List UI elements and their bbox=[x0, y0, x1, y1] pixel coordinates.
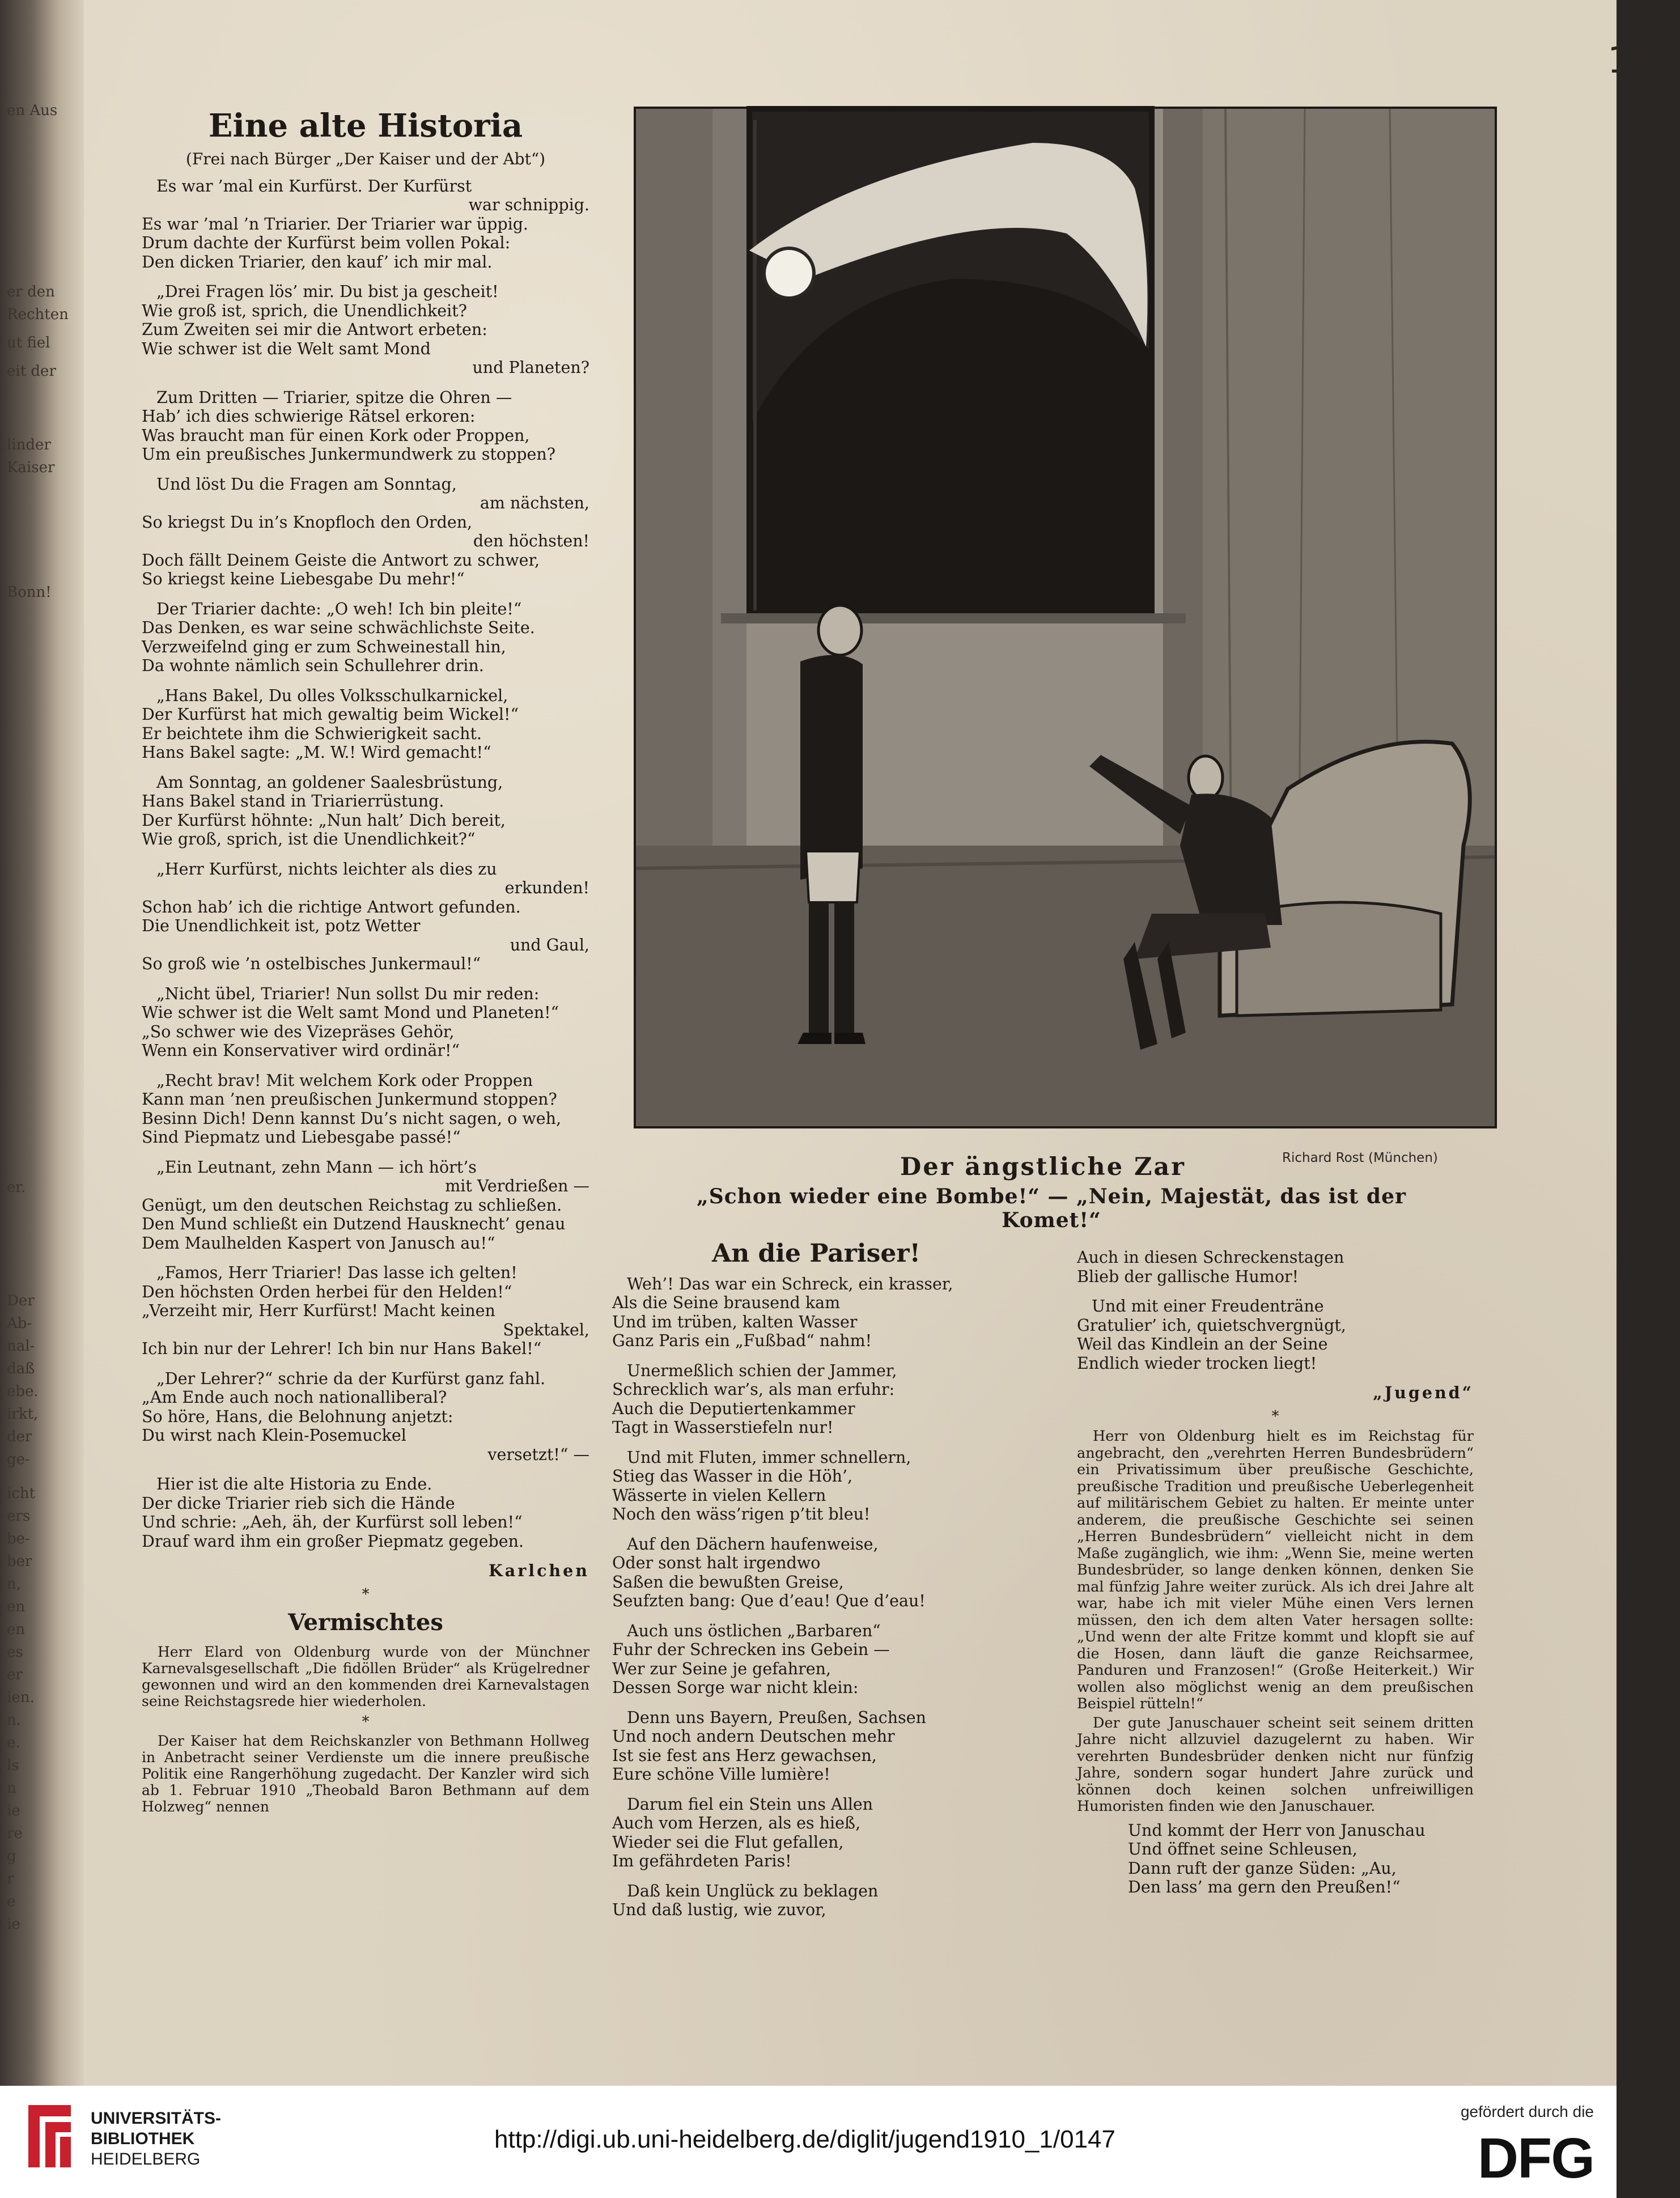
verse-line: So höre, Hans, die Belohnung anjetzt: bbox=[142, 1407, 453, 1426]
prev-page-fragment: Kaiser bbox=[7, 459, 55, 476]
stanza bbox=[612, 1448, 1020, 1524]
verse-line: Und mit Fluten, immer schnellern, bbox=[627, 1448, 911, 1467]
prev-page-fragment: Der bbox=[7, 1292, 35, 1309]
verse-line: Ganz Paris ein „Fußbad“ nahm! bbox=[612, 1331, 872, 1350]
poem-title-pariser: An die Pariser! bbox=[712, 1239, 920, 1268]
prev-page-fragment: es bbox=[7, 1644, 23, 1661]
verse-line: Blieb der gallische Humor! bbox=[1077, 1267, 1299, 1286]
prev-page-fragment: icht bbox=[7, 1485, 36, 1502]
source-url-link[interactable]: http://digi.ub.uni-heidelberg.de/diglit/jugend1910_1/0147 bbox=[494, 2125, 1115, 2153]
verse-line: Es war ’mal ein Kurfürst. Der Kurfürst bbox=[156, 176, 472, 196]
verse-line: Verzweifelnd ging er zum Schweinestall hin, bbox=[142, 637, 506, 656]
verse-line: „Herr Kurfürst, nichts leichter als dies zu bbox=[156, 859, 497, 879]
prev-page-fragment: Bonn! bbox=[7, 584, 52, 601]
prev-page-fragment: r bbox=[7, 1870, 14, 1887]
verse-line: Hier ist die alte Historia zu Ende. bbox=[156, 1475, 432, 1493]
verse-line: Den höchsten Orden herbei für den Helden!“ bbox=[142, 1282, 512, 1301]
verse-line: war schnippig. bbox=[468, 196, 589, 214]
verse-line: Gratulier’ ich, quietschvergnügt, bbox=[1077, 1316, 1346, 1335]
prev-page-fragment: irkt, bbox=[7, 1406, 39, 1423]
verse-line: „Hans Bakel, Du olles Volksschulkarnickel, bbox=[156, 686, 508, 705]
prev-page-fragment: ien. bbox=[7, 1689, 35, 1706]
vermischtes-paragraph: Der Kaiser hat dem Reichskanzler von Bethmann Hollweg in Anbetracht seiner Verdienste um die innere preußische Politik eine Rangerhöhung zugedacht. Der Kanzler wird sich ab 1. Februar 1910 „Theobald Baron Bethmann auf dem Holzweg“ nennen bbox=[142, 1732, 589, 1815]
verse-line: Und schrie: „Aeh, äh, der Kurfürst soll leben!“ bbox=[142, 1513, 523, 1531]
prev-page-fragment: e. bbox=[7, 1734, 20, 1751]
prev-page-fragment: e bbox=[7, 1893, 16, 1910]
prev-page-fragment: ebe. bbox=[7, 1383, 39, 1400]
funding-label: gefördert durch die bbox=[1460, 2103, 1594, 2120]
footer-bar bbox=[0, 2086, 1617, 2198]
prev-page-fragment: er bbox=[7, 1666, 23, 1683]
verse-line: Seufzten bang: Que d’eau! Que d’eau! bbox=[612, 1592, 926, 1610]
stanza bbox=[142, 773, 589, 849]
dfg-logo: DFG bbox=[1477, 2127, 1594, 2190]
prev-page-fragment: er den bbox=[7, 283, 55, 300]
illustration-quote: „Schon wieder eine Bombe!“ — „Nein, Majestät, das ist der Komet!“ bbox=[697, 1185, 1406, 1232]
verse-line: Das Denken, es war seine schwächlichste Seite. bbox=[142, 618, 535, 637]
verse-line: Noch den wäss’rigen p’tit bleu! bbox=[612, 1505, 871, 1524]
prev-page-fragment: ls bbox=[7, 1757, 19, 1774]
verse-line: Weil das Kindlein an der Seine bbox=[1077, 1335, 1328, 1353]
verse-line: Saßen die bewußten Greise, bbox=[612, 1572, 844, 1592]
stanza bbox=[142, 1475, 589, 1551]
separator-star: * bbox=[362, 1585, 370, 1603]
verse-line: Der dicke Triarier rieb sich die Hände bbox=[142, 1493, 455, 1513]
verse-line: Den dicken Triarier, den kauf’ ich mir mal. bbox=[142, 252, 493, 271]
prev-page-fragment: re bbox=[7, 1825, 23, 1842]
verse-line: Ich bin nur der Lehrer! Ich bin nur Hans Bakel!“ bbox=[142, 1339, 542, 1358]
prev-page-fragment: ber bbox=[7, 1553, 32, 1570]
verse-line: Schrecklich war’s, als man erfuhr: bbox=[612, 1380, 895, 1399]
separator-star: * bbox=[362, 1713, 370, 1730]
library-line-1: UNIVERSITÄTS- bbox=[91, 2109, 222, 2128]
article-paragraph: Herr von Oldenburg hielt es im Reichstag für angebracht, den „verehrten Herren Bundesbrüdern“ ein Privatissimum über preußische Geschichte, preußische Tradition und preußische Ueberlegenheit auf militärischem Gebiet zu halten. Er meinte unter anderem, die preußische Geschichte sei seinen „Herren Bundesbrüdern“ vielleicht nicht in dem Maße zugänglich, wie ihm: „Wenn Sie, meine werten Bundesbrüder, so lange denken können, denken Sie mal fünfzig Jahre weiter zurück. Als ich drei Jahre alt war, habe ich mit vieler Mühe einen Vers lernen müssen, den ich dem alten Vater hersagen sollte: „Und wenn der alte Fritze kommt und klopft sie auf die Hosen, dann läuft die ganze Reichsarmee, Panduren und Franzosen!“ (Große Heiterkeit.) Wir wollen also möglichst wenig an dem preußischen Beispiel rütteln!“ bbox=[1077, 1428, 1474, 1712]
verse-line: „Der Lehrer?“ schrie da der Kurfürst ganz fahl. bbox=[156, 1369, 546, 1388]
poem-title: Eine alte Historia bbox=[208, 107, 523, 145]
illustration bbox=[634, 107, 1497, 1128]
verse-line: Endlich wieder trocken liegt! bbox=[1077, 1353, 1317, 1373]
vermischtes-paragraph: Herr Elard von Oldenburg wurde von der Münchner Karnevalsgesellschaft „Die fidöllen Brüder“ als Krügelredner gewonnen und wird an den kommenden drei Karnevalstagen seine Reichstagsrede hier wiederholen. bbox=[142, 1643, 589, 1709]
verse-line: So kriegst keine Liebesgabe Du mehr!“ bbox=[142, 570, 465, 588]
verse-line: „Ein Leutnant, zehn Mann — ich hört’s bbox=[156, 1157, 477, 1177]
verse-line: Da wohnte nämlich sein Schullehrer drin. bbox=[142, 656, 484, 675]
stanza bbox=[1077, 1297, 1474, 1373]
verse-line: Und noch andern Deutschen mehr bbox=[612, 1727, 895, 1746]
verse-line: Eure schöne Ville lumière! bbox=[612, 1765, 830, 1784]
verse-line: Auch in diesen Schreckenstagen bbox=[1077, 1248, 1344, 1267]
article-paragraph: Der gute Januschauer scheint seit seinem dritten Jahre nicht allzuviel dazugelernt zu haben. Wir verehrten Bundesbrüder denken nicht nur fünfzig Jahre, sondern sogar hundert Jahre zurück und können doch keinen solchen unfreiwilligen Humoristen finden wie den Januschauer. bbox=[1077, 1714, 1474, 1815]
verse-line: Weh’! Das war ein Schreck, ein krasser, bbox=[627, 1274, 953, 1293]
verse-line: Auf den Dächern haufenweise, bbox=[627, 1534, 879, 1554]
prev-page-fragment: nal- bbox=[7, 1338, 35, 1355]
library-line-2: BIBLIOTHEK bbox=[91, 2129, 195, 2148]
prev-page-fragment: ie bbox=[7, 1802, 20, 1819]
prev-page-fragment: ut fiel bbox=[7, 334, 50, 351]
separator-star: * bbox=[1271, 1407, 1279, 1425]
stanza bbox=[1077, 1248, 1474, 1286]
verse-line: Und mit einer Freudenträne bbox=[1092, 1297, 1324, 1316]
verse-line: Dessen Sorge war nicht klein: bbox=[612, 1678, 859, 1697]
stanza bbox=[142, 600, 589, 676]
verse-line: Oder sonst halt irgendwo bbox=[612, 1554, 821, 1572]
verse-line: Daß kein Unglück zu beklagen bbox=[627, 1881, 879, 1900]
poem-body bbox=[142, 177, 589, 1551]
verse-line: Tagt in Wasserstiefeln nur! bbox=[612, 1418, 834, 1437]
prev-page-fragment: der bbox=[7, 1428, 32, 1445]
verse-line: „So schwer wie des Vizepräses Gehör, bbox=[142, 1022, 455, 1041]
university-library-name bbox=[91, 2108, 221, 2170]
verse-line: Es war ’mal ’n Triarier. Der Triarier war üppig. bbox=[142, 214, 528, 234]
verse-line: Darum fiel ein Stein uns Allen bbox=[627, 1794, 873, 1814]
library-line-3: HEIDELBERG bbox=[91, 2150, 201, 2169]
stanza bbox=[612, 1882, 1020, 1920]
verse-line: Der Triarier dachte: „O weh! Ich bin pleite!“ bbox=[156, 599, 522, 618]
verse-line: am nächsten, bbox=[480, 494, 589, 512]
verse-line: Als die Seine brausend kam bbox=[612, 1293, 841, 1312]
illustration-drawing bbox=[636, 109, 1495, 1126]
verse-line: „Am Ende auch noch nationalliberal? bbox=[142, 1388, 447, 1407]
page-number: 147 bbox=[1607, 40, 1680, 82]
prev-page-fragment: ers bbox=[7, 1508, 31, 1525]
prev-page-fragment: er. bbox=[7, 1179, 26, 1196]
verse-line: Und kommt der Herr von Januschau bbox=[1128, 1821, 1426, 1840]
prev-page-fragment: en Aus bbox=[7, 102, 58, 119]
verse-line: Auch uns östlichen „Barbaren“ bbox=[627, 1621, 881, 1640]
verse-line: Dann ruft der ganze Süden: „Au, bbox=[1128, 1858, 1397, 1878]
verse-line: Die Unendlichkeit ist, potz Wetter bbox=[142, 916, 421, 935]
prev-page-fragment: be- bbox=[7, 1530, 30, 1547]
poem-body-pariser-continued bbox=[1077, 1248, 1474, 1373]
prev-page-fragment: n bbox=[7, 1780, 16, 1797]
verse-line: Und löst Du die Fragen am Sonntag, bbox=[156, 474, 457, 494]
verse-line: Kann man ’nen preußischen Junkermund stoppen? bbox=[142, 1090, 557, 1109]
verse-line: So groß wie ’n ostelbisches Junkermaul!“ bbox=[142, 954, 481, 973]
verse-line: „Verzeiht mir, Herr Kurfürst! Macht keinen bbox=[142, 1301, 495, 1320]
prev-page-fragment: linder bbox=[7, 436, 51, 453]
poem-signature: Karlchen bbox=[488, 1561, 589, 1580]
verse-line: Denn uns Bayern, Preußen, Sachsen bbox=[627, 1708, 926, 1727]
prev-page-fragment: en bbox=[7, 1598, 26, 1615]
verse-line: versetzt!“ — bbox=[487, 1445, 589, 1464]
stanza bbox=[142, 686, 589, 762]
middle-column bbox=[612, 1239, 1020, 1930]
university-library-logo-icon bbox=[17, 2099, 79, 2175]
prev-page-fragment: Ab- bbox=[7, 1315, 32, 1332]
stanza bbox=[142, 388, 589, 464]
prev-page-fragment: n. bbox=[7, 1712, 22, 1729]
stanza bbox=[142, 1158, 589, 1253]
prev-page-fragment: en bbox=[7, 1621, 26, 1638]
verse-line: Hab’ ich dies schwierige Rätsel erkoren: bbox=[142, 407, 476, 426]
poem-body-pariser bbox=[612, 1275, 1020, 1920]
verse-line: Wie groß, sprich, ist die Unendlichkeit?“ bbox=[142, 830, 476, 848]
stanza bbox=[142, 1071, 589, 1147]
verse-line: Fuhr der Schrecken ins Gebein — bbox=[612, 1640, 890, 1659]
prev-page-fragment: Rechten bbox=[7, 306, 69, 323]
verse-line: „Drei Fragen lös’ mir. Du bist ja gescheit! bbox=[156, 282, 499, 301]
verse-line: Spektakel, bbox=[503, 1320, 589, 1339]
verse-line: Der Kurfürst hat mich gewaltig beim Wickel!“ bbox=[142, 705, 519, 724]
verse-line: den höchsten! bbox=[473, 532, 589, 550]
logo-shape bbox=[60, 2137, 71, 2167]
verse-line: Am Sonntag, an goldener Saalesbrüstung, bbox=[156, 773, 503, 792]
vermischtes-body bbox=[142, 1644, 589, 1815]
verse-line: Im gefährdeten Paris! bbox=[612, 1852, 792, 1870]
stanza bbox=[142, 475, 589, 589]
prev-page-fragment: daß bbox=[7, 1360, 35, 1377]
verse-line: Zum Zweiten sei mir die Antwort erbeten: bbox=[142, 320, 487, 339]
verse-line: „Recht brav! Mit welchem Kork oder Proppen bbox=[156, 1071, 533, 1090]
stanza bbox=[142, 1369, 589, 1465]
stanza bbox=[612, 1535, 1020, 1611]
previous-page-strip bbox=[0, 0, 74, 2086]
stanza bbox=[142, 985, 589, 1060]
vermischtes-title: Vermischtes bbox=[288, 1609, 443, 1636]
verse-line: Wieder sei die Flut gefallen, bbox=[612, 1832, 844, 1852]
verse-line: Was braucht man für einen Kork oder Proppen, bbox=[142, 426, 530, 445]
stanza bbox=[612, 1622, 1020, 1698]
stanza bbox=[142, 282, 589, 377]
verse-line: Und im trüben, kalten Wasser bbox=[612, 1312, 858, 1331]
verse-line: Wer zur Seine je gefahren, bbox=[612, 1659, 831, 1678]
stanza bbox=[142, 860, 589, 974]
verse-line: Er beichtete ihm die Schwierigkeit sacht. bbox=[142, 724, 482, 743]
verse-line: Wie schwer ist die Welt samt Mond und Planeten!“ bbox=[142, 1003, 559, 1022]
right-column bbox=[1077, 1248, 1474, 1897]
verse-line: Genügt, um den deutschen Reichstag zu schließen. bbox=[142, 1195, 562, 1215]
verse-line: Hans Bakel stand in Triarierrüstung. bbox=[142, 792, 444, 811]
stanza bbox=[142, 1263, 589, 1359]
verse-line: Wie groß ist, sprich, die Unendlichkeit? bbox=[142, 301, 467, 320]
prev-page-fragment: g bbox=[7, 1848, 16, 1865]
verse-line: Zum Dritten — Triarier, spitze die Ohren — bbox=[156, 388, 512, 407]
verse-line: Wie schwer ist die Welt samt Mond bbox=[142, 339, 431, 358]
verse-line: und Gaul, bbox=[510, 935, 589, 954]
verse-line: Den Mund schließt ein Dutzend Hausknecht’ genau bbox=[142, 1215, 566, 1233]
verse-line: „Famos, Herr Triarier! Das lasse ich gelten! bbox=[156, 1263, 517, 1282]
verse-line: Wenn ein Konservativer wird ordinär!“ bbox=[142, 1041, 460, 1060]
verse-line: Unermeßlich schien der Jammer, bbox=[627, 1361, 897, 1380]
jugend-signature: „Jugend“ bbox=[1373, 1383, 1474, 1402]
verse-line: Du wirst nach Klein-Posemuckel bbox=[142, 1426, 406, 1445]
verse-line: Den lass’ ma gern den Preußen!“ bbox=[1128, 1878, 1401, 1896]
verse-line: Sind Piepmatz und Liebesgabe passé!“ bbox=[142, 1128, 461, 1147]
verse-line: Und daß lustig, wie zuvor, bbox=[612, 1900, 826, 1919]
left-column bbox=[142, 108, 589, 1817]
verse-line: Besinn Dich! Denn kannst Du’s nicht sagen, o weh, bbox=[142, 1109, 562, 1128]
verse-line: mit Verdrießen — bbox=[445, 1177, 589, 1195]
verse-line: Ist sie fest ans Herz gewachsen, bbox=[612, 1746, 877, 1765]
verse-line: Drauf ward ihm ein großer Piepmatz gegeben. bbox=[142, 1531, 524, 1551]
verse-line: Dem Maulhelden Kaspert von Janusch au!“ bbox=[142, 1233, 495, 1253]
verse-line: erkunden! bbox=[504, 879, 589, 897]
verse-line: und Planeten? bbox=[472, 358, 589, 377]
prev-page-fragment: eit der bbox=[7, 363, 56, 380]
verse-line: Drum dachte der Kurfürst beim vollen Pokal: bbox=[142, 234, 511, 252]
stanza bbox=[612, 1708, 1020, 1784]
prev-page-fragment: ie bbox=[7, 1916, 20, 1933]
closing-verse bbox=[1077, 1821, 1474, 1897]
verse-line: Auch vom Herzen, als es hieß, bbox=[612, 1814, 861, 1832]
verse-line: Hans Bakel sagte: „M. W.! Wird gemacht!“ bbox=[142, 743, 491, 762]
illustration-credit: Richard Rost (München) bbox=[1282, 1151, 1438, 1165]
verse-line: Um ein preußisches Junkermundwerk zu stoppen? bbox=[142, 445, 555, 464]
stanza bbox=[612, 1795, 1020, 1871]
stanza bbox=[612, 1361, 1020, 1437]
illustration-title: Der ängstliche Zar bbox=[900, 1153, 1186, 1181]
verse-line: Doch fällt Deinem Geiste die Antwort zu schwer, bbox=[142, 550, 540, 570]
stanza bbox=[142, 177, 589, 272]
verse-line: Der Kurfürst höhnte: „Nun halt’ Dich bereit, bbox=[142, 811, 506, 830]
verse-line: Stieg das Wasser in die Höh’, bbox=[612, 1467, 853, 1486]
verse-line: Wässerte in vielen Kellern bbox=[612, 1486, 826, 1505]
verse-line: Schon hab’ ich die richtige Antwort gefunden. bbox=[142, 897, 521, 916]
stanza bbox=[612, 1275, 1020, 1351]
verse-line: Und öffnet seine Schleusen, bbox=[1128, 1840, 1357, 1858]
poem-subtitle: (Frei nach Bürger „Der Kaiser und der Abt“) bbox=[185, 150, 546, 168]
prev-page-fragment: ge- bbox=[7, 1451, 30, 1468]
prev-page-fragment: n, bbox=[7, 1576, 22, 1593]
verse-line: Auch die Deputiertenkammer bbox=[612, 1399, 855, 1418]
verse-line: So kriegst Du in’s Knopfloch den Orden, bbox=[142, 512, 473, 532]
verse-line: „Nicht übel, Triarier! Nun sollst Du mir reden: bbox=[156, 984, 540, 1003]
oldenburg-article bbox=[1077, 1428, 1474, 1815]
